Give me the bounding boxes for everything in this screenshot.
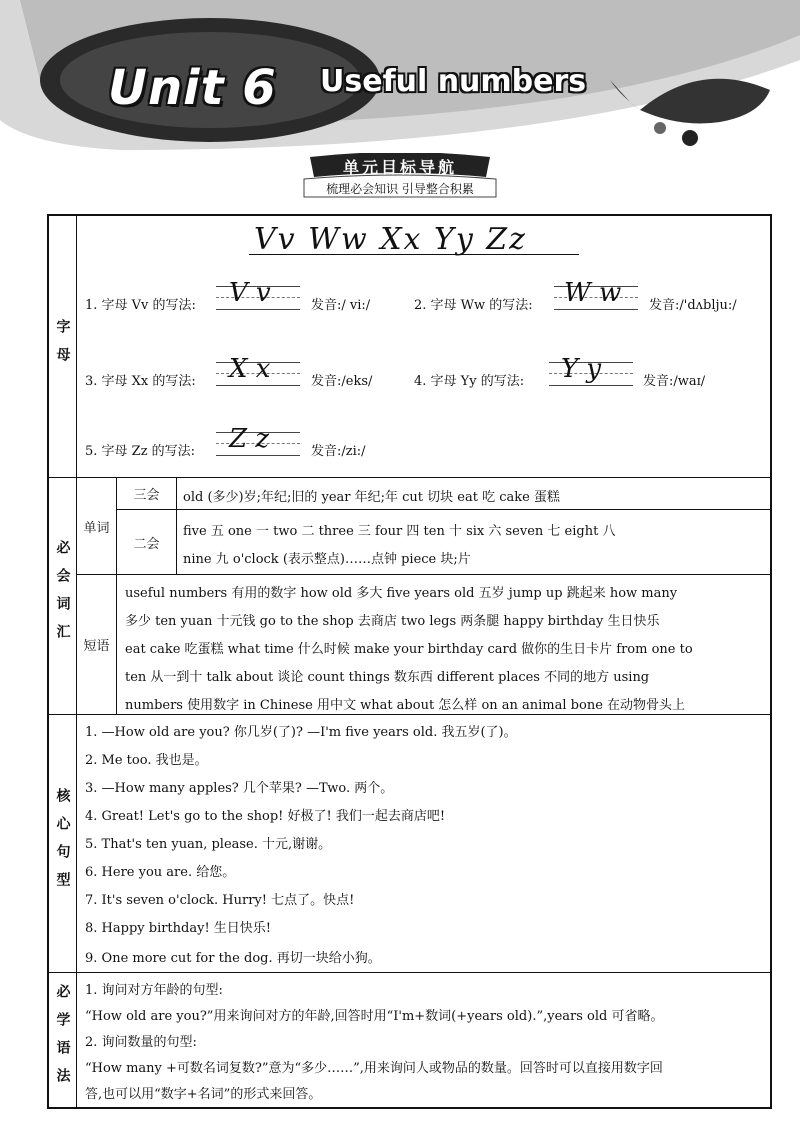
letter-w-phonetic: 发音:/'dʌblju:/ [649, 298, 737, 313]
grammar-line-4: “How many +可数名词复数?”意为“多少……”,用来询问人或物品的数量。回答时可以直接用数字回 [85, 1061, 663, 1076]
words-label: 单词 [77, 478, 117, 574]
letter-w-label: 2. 字母 Ww 的写法: [414, 298, 533, 313]
letter-y-glyph: Y y [561, 354, 602, 384]
grammar-line-1: 1. 询问对方年龄的句型: [85, 983, 223, 998]
sentence-2: 2. Me too. 我也是。 [85, 753, 208, 768]
sentence-6: 6. Here you are. 给您。 [85, 865, 236, 880]
letter-y-phonetic: 发音:/waɪ/ [643, 374, 706, 389]
erhui-words-line2: nine 九 o'clock (表示整点)……点钟 piece 块;片 [183, 552, 471, 567]
letter-v-glyph: V v [229, 278, 271, 308]
phrase-line-5: numbers 使用数字 in Chinese 用中文 what about 怎么样 on an animal bone 在动物骨头上 [125, 698, 686, 713]
phrase-line-3: eat cake 吃蛋糕 what time 什么时候 make your birthday card 做你的生日卡片 from one to [125, 642, 693, 657]
letter-z-glyph: Z z [229, 424, 270, 454]
sentence-3: 3. —How many apples? 几个苹果? —Two. 两个。 [85, 781, 394, 796]
sanhui-words: old (多少)岁;年纪;旧的 year 年纪;年 cut 切块 eat 吃 cake 蛋糕 [183, 490, 560, 505]
letter-x-label: 3. 字母 Xx 的写法: [85, 374, 196, 389]
sentence-1: 1. —How old are you? 你几岁(了)? —I'm five years old. 我五岁(了)。 [85, 725, 517, 740]
sentence-8: 8. Happy birthday! 生日快乐! [85, 921, 272, 936]
letter-w-glyph: W w [564, 278, 622, 308]
grammar-line-3: 2. 询问数量的句型: [85, 1035, 197, 1050]
sentence-7: 7. It's seven o'clock. Hurry! 七点了。快点! [85, 893, 355, 908]
grammar-section [49, 973, 770, 1107]
letter-x-glyph: X x [229, 354, 271, 384]
letter-z-phonetic: 发音:/zi:/ [311, 444, 366, 459]
sanhui-label: 三会 [117, 478, 177, 510]
erhui-words-line1: five 五 one 一 two 二 three 三 four 四 ten 十 six 六 seven 七 eight 八 [183, 524, 616, 539]
header-underline [249, 254, 579, 255]
nav-title: 单元目标导航 [342, 158, 457, 177]
letters-section [49, 216, 770, 478]
summary-table [47, 214, 772, 1109]
nav-subtitle: 梳理必会知识 引导整合积累 [326, 182, 474, 196]
sentence-5: 5. That's ten yuan, please. 十元,谢谢。 [85, 837, 332, 852]
words-divider [77, 574, 770, 575]
letter-v-phonetic: 发音:/ vi:/ [311, 298, 371, 313]
grammar-line-2: “How old are you?”用来询问对方的年龄,回答时用“I'm+数词(+years old).”,years old 可省略。 [85, 1009, 664, 1024]
grammar-side-label: 必学语法 [49, 973, 77, 1107]
sentence-4: 4. Great! Let's go to the shop! 好极了! 我们一起去商店吧! [85, 809, 446, 824]
unit-title: Useful numbers [320, 64, 587, 99]
letter-y-label: 4. 字母 Yy 的写法: [414, 374, 525, 389]
grammar-line-5: 答,也可以用“数字+名词”的形式来回答。 [85, 1087, 322, 1102]
unit-banner [0, 0, 800, 150]
phrase-line-2: 多少 ten yuan 十元钱 go to the shop 去商店 two legs 两条腿 happy birthday 生日快乐 [125, 614, 660, 629]
phrase-line-4: ten 从一到十 talk about 谈论 count things 数东西 different places 不同的地方 using [125, 670, 650, 685]
letter-z-label: 5. 字母 Zz 的写法: [85, 444, 196, 459]
letter-x-phonetic: 发音:/eks/ [311, 374, 373, 389]
sentences-section [49, 715, 770, 973]
letter-v-label: 1. 字母 Vv 的写法: [85, 298, 196, 313]
vocab-side-label: 必会词汇 [49, 478, 77, 714]
sentences-side-label: 核心句型 [49, 715, 77, 972]
letters-header: Vv Ww Xx Yy Zz [254, 222, 527, 257]
vocab-section [49, 478, 770, 715]
unit-number: Unit 6 [108, 60, 277, 116]
sanhui-divider [177, 509, 770, 510]
phrase-line-1: useful numbers 有用的数字 how old 多大 five years old 五岁 jump up 跳起来 how many [125, 586, 678, 601]
phrases-label: 短语 [77, 574, 117, 715]
letters-side-label: 字母 [49, 216, 77, 477]
erhui-label: 二会 [117, 510, 177, 574]
sentence-9: 9. One more cut for the dog. 再切一块给小狗。 [85, 951, 381, 966]
